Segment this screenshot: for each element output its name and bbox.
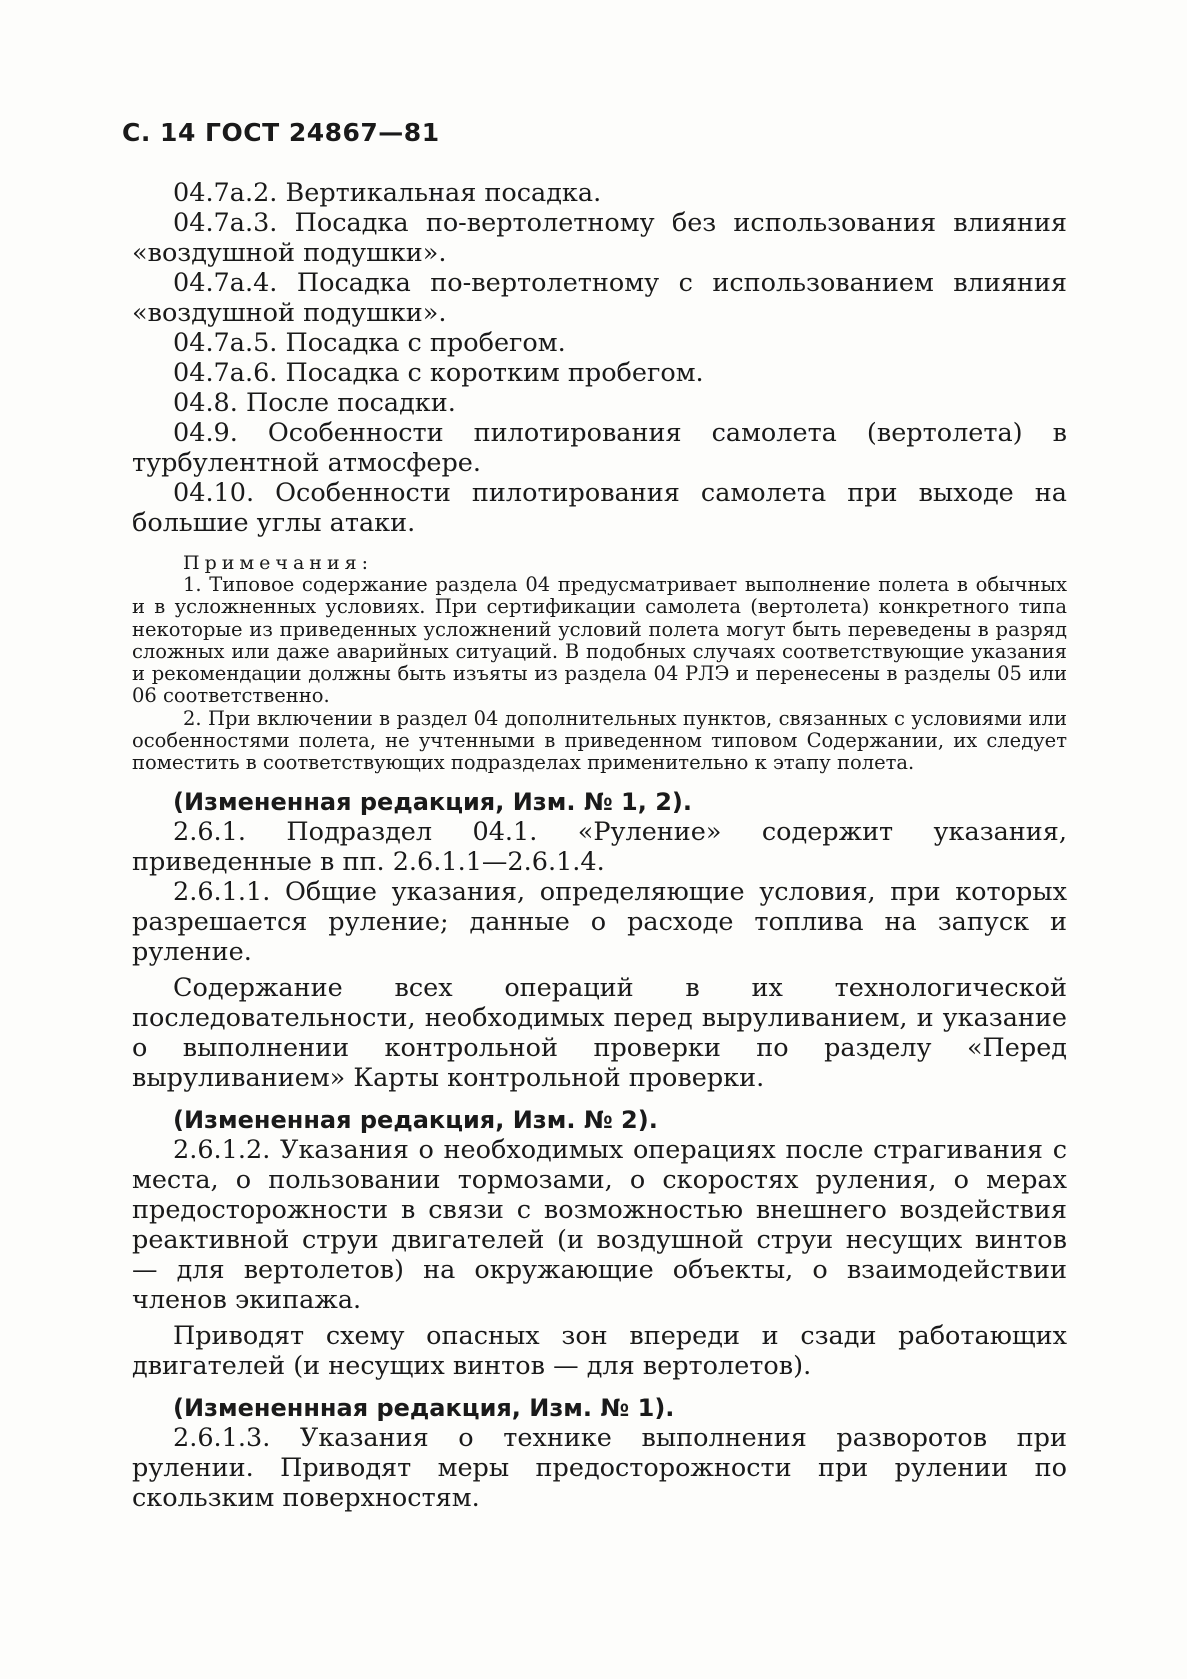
edition-note-2: (Измененная редакция, Изм. № 2).	[173, 1105, 658, 1134]
clause-content: Содержание всех операций в их технологической последовательности, необходимых перед выруливанием, и указание о выполнении контрольной проверки по разделу «Перед выруливанием» Карты контрольной проверки.	[132, 972, 1067, 1093]
edition-note-1: (Измененная редакция, Изм. № 1, 2).	[173, 787, 692, 816]
clause-2-6-1-2: 2.6.1.2. Указания о необходимых операциях после страгивания с места, о пользовании тормозами, о скоростях руления, о мерах предосторожности в связи с возможностью внешнего воздействия реактивной струи двигателей (и воздушной струи несущих винтов — для вертолетов) на окружающие объекты, о взаимодействии членов экипажа.	[132, 1134, 1067, 1315]
item-04-10: 04.10. Особенности пилотирования самолета при выходе на большие углы атаки.	[132, 478, 1067, 538]
clause-2-6-1-3: 2.6.1.3. Указания о технике выполнения разворотов при рулении. Приводят меры предосторожности при рулении по скользким поверхностям.	[132, 1422, 1067, 1513]
edition-note-3: (Измененнная редакция, Изм. № 1).	[173, 1393, 675, 1422]
item-04-7a-5: 04.7а.5. Посадка с пробегом.	[173, 328, 566, 358]
item-04-7a-4: 04.7а.4. Посадка по-вертолетному с использованием влияния «воздушной подушки».	[132, 268, 1067, 328]
item-04-7a-6: 04.7а.6. Посадка с коротким пробегом.	[173, 358, 704, 388]
item-04-7a-3: 04.7а.3. Посадка по-вертолетному без использования влияния «воздушной подушки».	[132, 208, 1067, 268]
note-2: 2. При включении в раздел 04 дополнительных пунктов, связанных с условиями или особенностями полета, не учтенными в приведенном типовом Содержании, их следует поместить в соответствующих подразделах применительно к этапу полета.	[132, 706, 1067, 775]
item-04-7a-2: 04.7а.2. Вертикальная посадка.	[173, 178, 602, 208]
clause-2-6-1-1: 2.6.1.1. Общие указания, определяющие условия, при которых разрешается руление; данные о расходе топлива на запуск и руление.	[132, 876, 1067, 967]
item-04-8: 04.8. После посадки.	[173, 388, 456, 418]
note-1: 1. Типовое содержание раздела 04 предусматривает выполнение полета в обычных и в усложненных условиях. При сертификации самолета (вертолета) конкретного типа некоторые из приведенных усложнений условий полета могут быть переведены в разряд сложных или даже аварийных ситуаций. В подобных случаях соответствующие указания и рекомендации должны быть изъяты из раздела 04 РЛЭ и перенесены в разделы 05 или 06 соответственно.	[132, 573, 1067, 708]
clause-scheme: Приводят схему опасных зон впереди и сзади работающих двигателей (и несущих винтов — для вертолетов).	[132, 1320, 1067, 1381]
clause-2-6-1: 2.6.1. Подраздел 04.1. «Руление» содержит указания, приведенные в пп. 2.6.1.1—2.6.1.4.	[132, 816, 1067, 877]
page-body	[132, 178, 1067, 1513]
page-header: С. 14 ГОСТ 24867—81	[122, 118, 440, 147]
notes-title: Примечания:	[183, 552, 374, 574]
item-04-9: 04.9. Особенности пилотирования самолета (вертолета) в турбулентной атмосфере.	[132, 418, 1067, 478]
